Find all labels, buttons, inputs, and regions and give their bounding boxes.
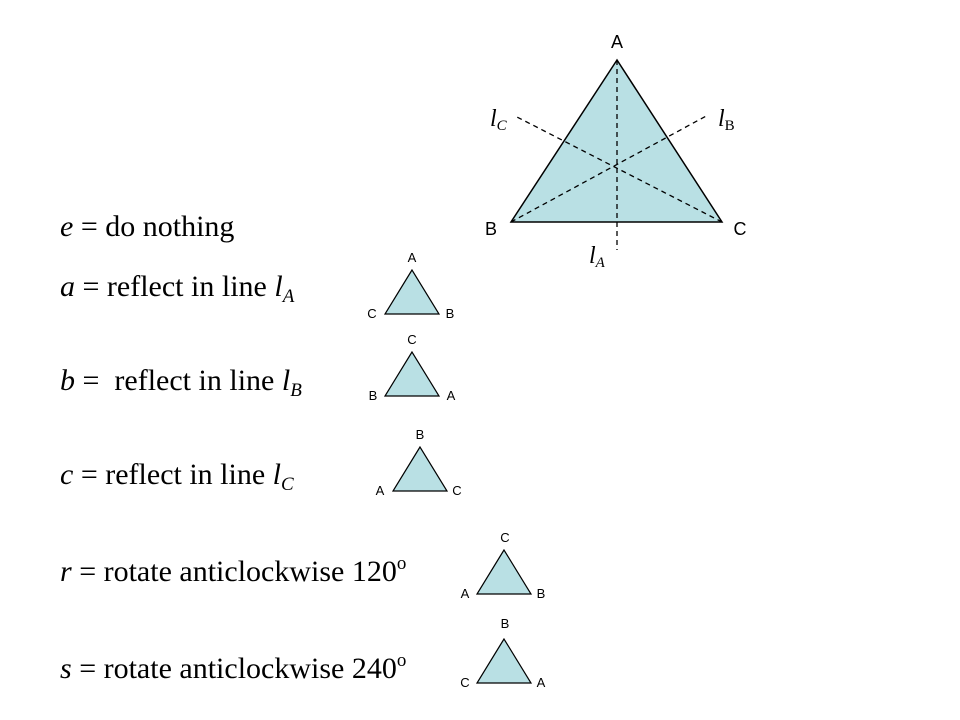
- line-a: $l_A$: [274, 270, 295, 307]
- equals-s: =: [79, 652, 97, 685]
- definition-c-text: reflect in line: [105, 458, 266, 491]
- vertex-label-c: C: [733, 219, 747, 239]
- vertex-label-a: A: [610, 32, 624, 52]
- triangle-a-top: A: [407, 250, 417, 265]
- equals-r: =: [79, 555, 97, 588]
- triangle-s-left: C: [460, 675, 470, 690]
- triangle-s-top: B: [500, 616, 510, 631]
- triangle-s-shape: [477, 639, 531, 683]
- definition-b-text: reflect in line: [106, 364, 275, 397]
- triangle-a-shape: [385, 270, 439, 314]
- triangle-r-left: A: [460, 586, 470, 601]
- triangle-b-shape: [385, 352, 439, 396]
- symbol-c: c: [60, 458, 74, 491]
- line-b: $l_B$: [281, 364, 302, 401]
- definition-b: [60, 364, 302, 401]
- triangle-r-top: C: [500, 530, 510, 545]
- definition-r: [60, 553, 407, 588]
- triangle-a-right: B: [445, 306, 455, 321]
- definition-e-text: do nothing: [105, 210, 235, 243]
- definition-s: [60, 650, 407, 685]
- vertex-label-b: B: [484, 219, 498, 239]
- triangle-c: [376, 427, 462, 498]
- definition-a-text: reflect in line: [106, 270, 267, 303]
- symbol-a: a: [60, 270, 75, 303]
- symbol-r: r: [60, 555, 72, 588]
- triangle-s-right: A: [536, 675, 546, 690]
- triangle-a-left: C: [367, 306, 377, 321]
- definition-s-text: rotate anticlockwise 240: [103, 652, 397, 685]
- definition-e: [60, 212, 234, 242]
- definition-c: [60, 458, 294, 495]
- triangle-r-right: B: [536, 586, 546, 601]
- triangle-b: [369, 332, 456, 403]
- line-label-la: lA: [589, 243, 605, 271]
- triangle-r-shape: [477, 550, 531, 594]
- degree-r: o: [396, 553, 407, 574]
- symbol-s: s: [60, 652, 72, 685]
- triangle-b-top: C: [407, 332, 417, 347]
- definition-a: [60, 270, 295, 307]
- definition-r-text: rotate anticlockwise 120: [103, 555, 397, 588]
- triangle-c-right: C: [452, 483, 462, 498]
- triangle-c-left: A: [375, 483, 385, 498]
- triangle-c-top: B: [415, 427, 425, 442]
- line-label-lb: lB: [718, 106, 735, 134]
- equals-a: =: [82, 270, 100, 303]
- triangle-c-shape: [393, 447, 447, 491]
- triangle-b-left: B: [368, 388, 378, 403]
- degree-s: o: [396, 650, 407, 671]
- triangle-b-right: A: [446, 388, 456, 403]
- triangle-s: [460, 616, 545, 690]
- triangle-r: [461, 530, 546, 601]
- line-label-lc: lC: [490, 106, 507, 134]
- line-c: $l_C$: [272, 458, 294, 495]
- equals-e: =: [80, 210, 98, 243]
- triangle-a: [367, 250, 454, 321]
- symbol-e: e: [60, 210, 74, 243]
- equals-c: =: [80, 458, 98, 491]
- equals-b: =: [82, 364, 100, 397]
- symbol-b: b: [60, 364, 75, 397]
